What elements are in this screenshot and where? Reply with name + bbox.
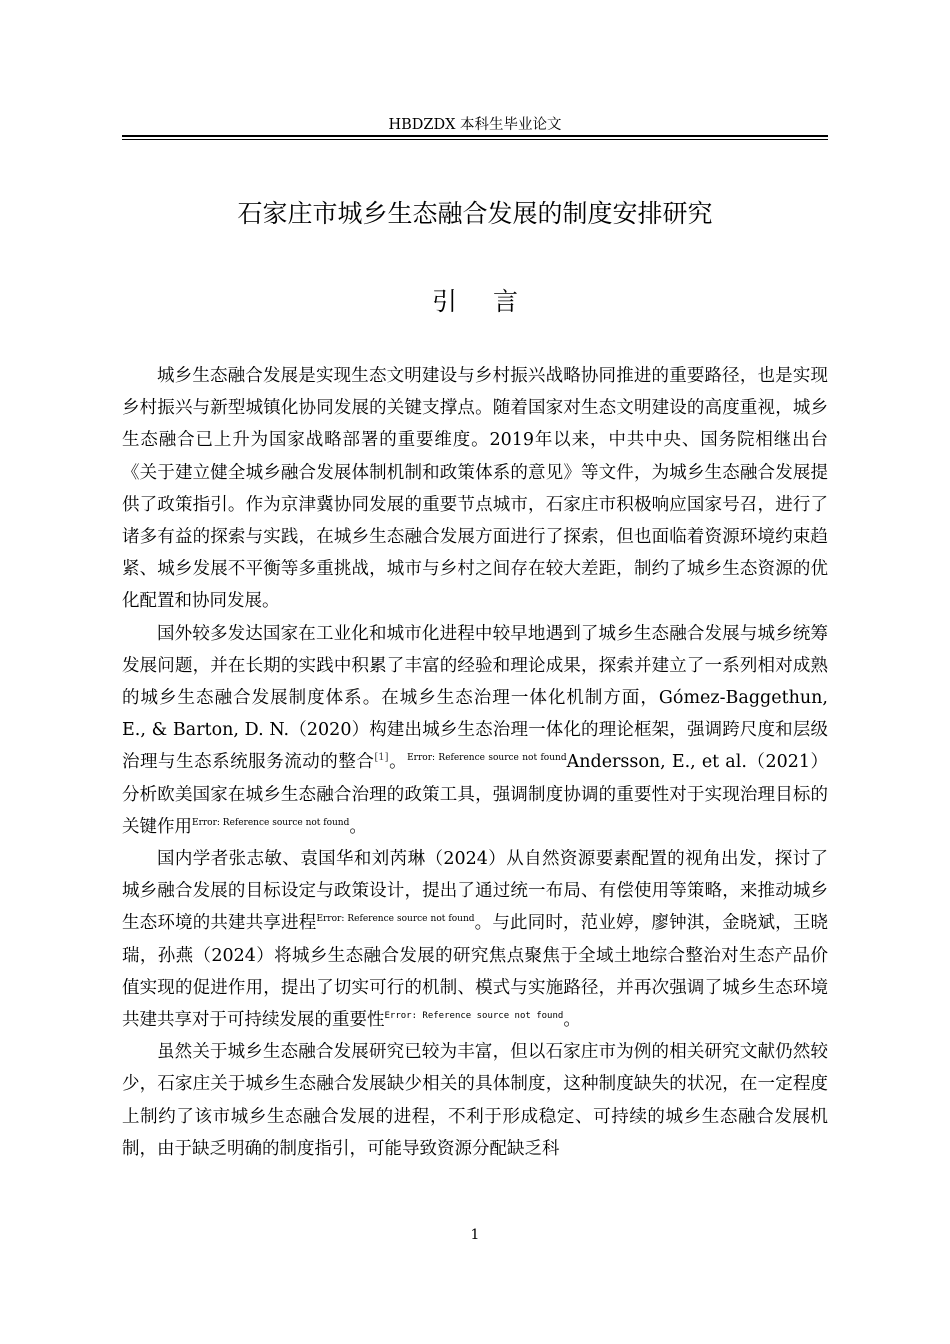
page-number: 1 bbox=[470, 1227, 480, 1243]
body-text bbox=[122, 360, 828, 1165]
paragraph-2-text-c: Andersson, E., et al.（2021）分析欧美国家在城乡生态融合治理的政策工具，强调制度协调的重要性对于实现治理目标的关键作用 bbox=[122, 752, 829, 837]
paragraph-2-text-b: 。 bbox=[388, 752, 408, 773]
header-rule-thin bbox=[122, 139, 828, 140]
paragraph-3-text-a: 国内学者张志敏、袁国华和刘芮琳（2024）从自然资源要素配置的视角出发，探讨了城乡融合发展的目标设定与政策设计，提出了通过统一布局、有偿使用等策略，来推动城乡生态环境的共建共享进程 bbox=[122, 849, 828, 934]
paragraph-4: 虽然关于城乡生态融合发展研究已较为丰富，但以石家庄市为例的相关研究文献仍然较少，石家庄关于城乡生态融合发展缺少相关的具体制度，这种制度缺失的状况，在一定程度上制约了该市城乡生态融合发展的进程，不利于形成稳定、可持续的城乡生态融合发展机制，由于缺乏明确的制度指引，可能导致资源分配缺乏科 bbox=[122, 1042, 828, 1159]
paragraph-3-text-b: 。与此同时，范业婷，廖钟淇，金晓斌，王晓瑞，孙燕（2024）将城乡生态融合发展的研究焦点聚焦于全域土地综合整治对生态产品价值实现的促进作用，提出了切实可行的机制、模式与实施路径，并再次强调了城乡生态环境共建共享对于可持续发展的重要性 bbox=[122, 913, 829, 1031]
section-title bbox=[122, 284, 828, 320]
section-title-char-2: 言 bbox=[493, 287, 519, 316]
reference-error-3: Error: Reference source not found bbox=[316, 914, 475, 925]
paragraph-2-text-a: 国外较多发达国家在工业化和城市化进程中较早地遇到了城乡生态融合发展与城乡统筹发展问题，并在长期的实践中积累了丰富的经验和理论成果，探索并建立了一系列相对成熟的城乡生态融合发展制度体系。在城乡生态治理一体化机制方面，Gómez-Baggethun, E., & Barton, D. N.（2020）构建出城乡生态治理一体化的理论框架，强调跨尺度和层级治理与生态系统服务流动的整合 bbox=[122, 623, 828, 773]
reference-error-2: Error: Reference source not found bbox=[192, 818, 350, 829]
paragraph-3-text-c: 。 bbox=[563, 1010, 581, 1031]
paragraph-3 bbox=[122, 843, 828, 1036]
paragraph-2 bbox=[122, 618, 828, 843]
citation-ref-1: [1] bbox=[374, 752, 389, 764]
paragraph-2-text-d: 。 bbox=[349, 816, 367, 837]
reference-error-4: Error: Reference source not found bbox=[384, 1011, 564, 1022]
reference-error-1: Error: Reference source not found bbox=[407, 753, 567, 764]
section-title-char-1: 引 bbox=[431, 287, 457, 316]
header-rule-thick bbox=[122, 135, 828, 137]
document-title: 石家庄市城乡生态融合发展的制度安排研究 bbox=[237, 199, 713, 228]
paragraph-1: 城乡生态融合发展是实现生态文明建设与乡村振兴战略协同推进的重要路径，也是实现乡村振兴与新型城镇化协同发展的关键支撑点。随着国家对生态文明建设的高度重视，城乡生态融合已上升为国家战略部署的重要维度。2019年以来，中共中央、国务院相继出台《关于建立健全城乡融合发展体制机制和政策体系的意见》等文件，为城乡生态融合发展提供了政策指引。作为京津冀协同发展的重要节点城市，石家庄市积极响应国家号召，进行了诸多有益的探索与实践，在城乡生态融合发展方面进行了探索，但也面临着资源环境约束趋紧、城乡发展不平衡等多重挑战，城市与乡村之间存在较大差距，制约了城乡生态资源的优化配置和协同发展。 bbox=[122, 366, 828, 612]
running-header: HBDZDX 本科生毕业论文 bbox=[388, 117, 562, 133]
